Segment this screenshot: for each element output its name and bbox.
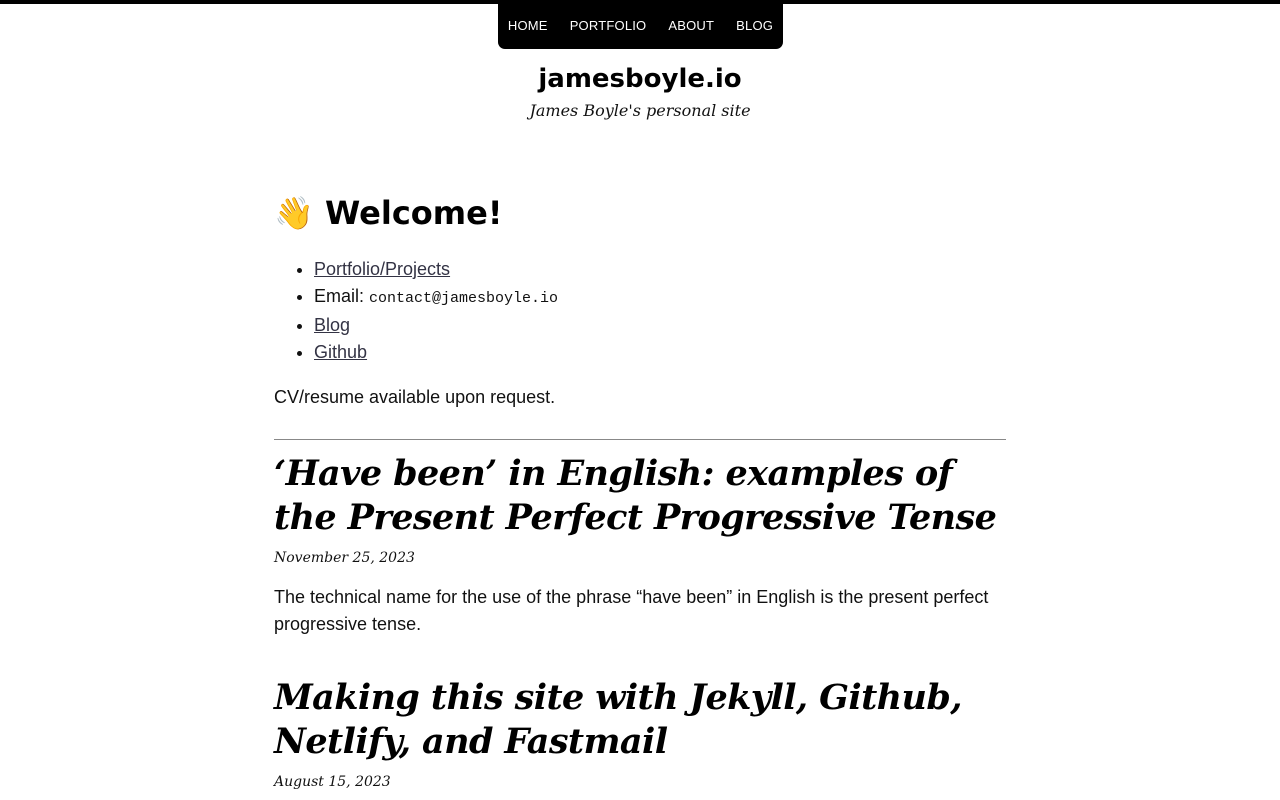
nav-home-link[interactable]: HOME [507, 18, 548, 33]
main-nav [498, 0, 783, 49]
welcome-links-list [274, 256, 1006, 366]
nav-blog-link[interactable]: BLOG [736, 18, 774, 33]
list-item [314, 339, 1006, 366]
section-divider [274, 439, 1006, 440]
post-title [274, 676, 1006, 764]
post-excerpt: The technical name for the use of the phrase “have been” in English is the present perfect progressive tense. [274, 587, 989, 634]
cv-note: CV/resume available upon request. [274, 387, 556, 407]
welcome-heading [274, 186, 1006, 240]
nav-about-link[interactable]: ABOUT [668, 18, 715, 33]
email-address: contact@jamesboyle.io [369, 290, 559, 307]
list-item [314, 312, 1006, 339]
email-label: Email: [314, 286, 365, 306]
post-item [274, 452, 1006, 638]
list-item [314, 256, 1006, 283]
main-content [274, 186, 1006, 790]
welcome-heading-text: Welcome! [324, 194, 503, 232]
post-title-link[interactable]: ‘Have been’ in English: examples of the Present Perfect Progressive Tense [274, 453, 997, 538]
post-date: November 25, 2023 [274, 550, 415, 566]
post-title [274, 452, 1006, 540]
post-title-link[interactable]: Making this site with Jekyll, Github, Netlify, and Fastmail [274, 677, 962, 762]
site-title [0, 64, 1280, 94]
site-tagline: James Boyle's personal site [529, 101, 751, 120]
waving-hand-icon: 👋 [274, 194, 314, 232]
list-item [314, 283, 1006, 312]
github-link[interactable]: Github [314, 342, 368, 362]
site-title-link[interactable]: jamesboyle.io [538, 64, 742, 94]
blog-link[interactable]: Blog [314, 315, 351, 335]
post-item [274, 676, 1006, 790]
nav-portfolio-link[interactable]: PORTFOLIO [569, 18, 647, 33]
post-date: August 15, 2023 [274, 774, 391, 790]
portfolio-projects-link[interactable]: Portfolio/Projects [314, 259, 451, 279]
